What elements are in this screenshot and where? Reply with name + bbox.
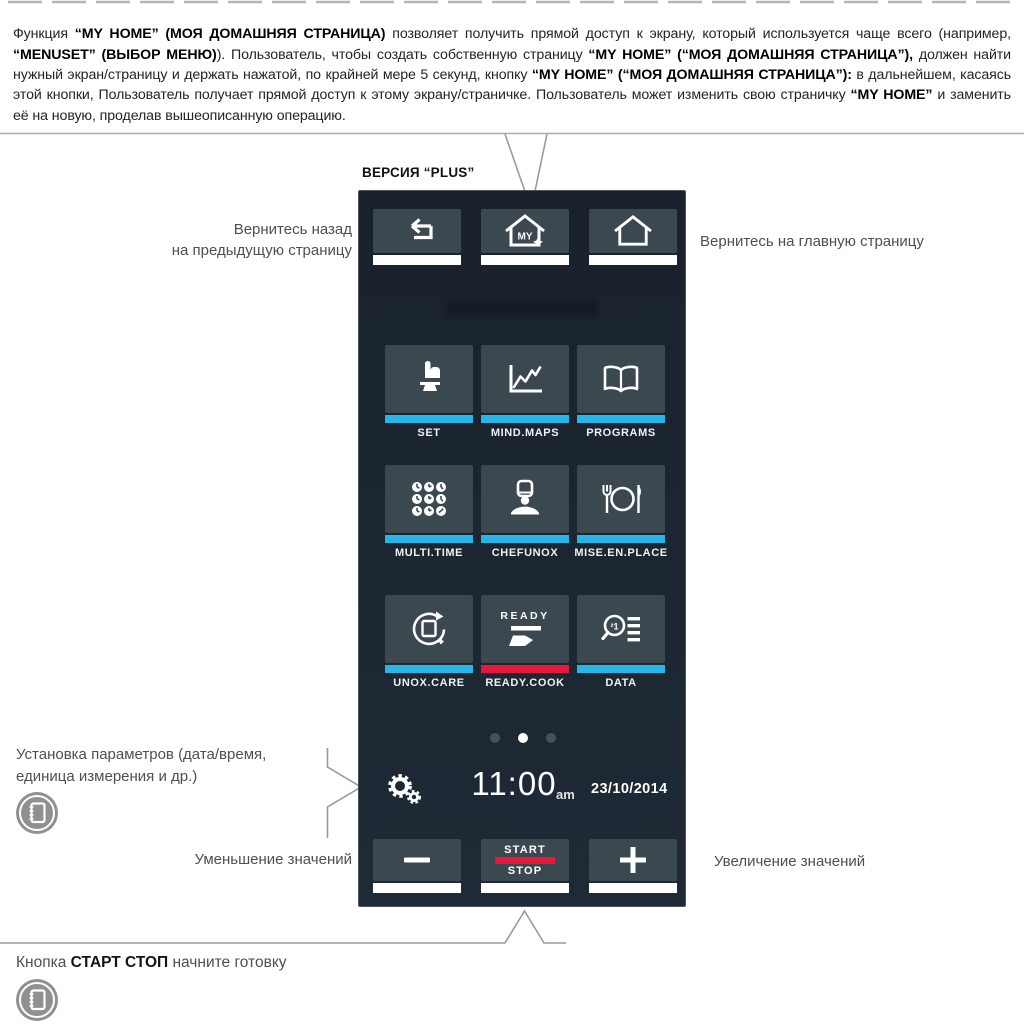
start-label: START: [504, 843, 546, 856]
callout-increase-label: Увеличение значений: [714, 853, 866, 870]
clock-meridiem: am: [556, 787, 575, 802]
start-stop-red-bar: [495, 857, 555, 864]
intro-paragraph: Функция “MY HOME” (МОЯ ДОМАШНЯЯ СТРАНИЦА) позволяет получить прямой доступ к экрану, который используется чаще всего (например, “MENUSET” (ВЫБОР МЕНЮ)). Пользователь, чтобы создать собственную страницу “MY HOME” (“МОЯ ДОМАШНЯЯ СТРАНИЦА”), должен найти нужный экран/страницу и держать нажатой, по крайней мере 5 секунд, кнопку “MY HOME” (“МОЯ ДОМАШНЯЯ СТРАНИЦА”): в дальнейшем, касаясь этой кнопки, Пользователь получает прямой доступ к этому экрану/страничке. Пользователь может изменить свою страничку “MY HOME” и заменить её на новую, проделав вышеописанную операцию.: [13, 26, 1012, 124]
my-home-icon: [502, 213, 548, 249]
tile-programs-label: PROGRAMS: [586, 427, 656, 439]
tile-chefunox-bar: [481, 535, 569, 543]
nav-myhome-underline: [481, 255, 569, 265]
pager-dot: [490, 733, 500, 743]
gears-icon: [387, 773, 423, 805]
tile-readycook-label: READY.COOK: [485, 677, 565, 689]
press-hand-icon: [412, 359, 446, 399]
callout-decrease-label: Уменьшение значений: [194, 851, 352, 868]
clock-date: 23/10/2014: [591, 781, 668, 797]
tile-multitime[interactable]: [385, 465, 473, 559]
home-icon: [611, 214, 655, 248]
nav-back-underline: [373, 255, 461, 265]
minus-icon: [402, 845, 432, 875]
manual-booklet-icon: [14, 790, 60, 836]
tile-chefunox[interactable]: [481, 465, 569, 559]
plus-button[interactable]: [589, 839, 677, 893]
settings-gear-button[interactable]: [387, 773, 423, 810]
faint-watermark: [447, 301, 597, 316]
tile-unoxcare-label: UNOX.CARE: [393, 677, 465, 689]
search-data-icon-digits: ²1: [610, 621, 619, 632]
tile-miseenplace[interactable]: [574, 465, 668, 559]
tile-readycook-bar: [481, 665, 569, 673]
ready-hand-icon: [505, 623, 545, 649]
tile-data-label: DATA: [605, 677, 637, 689]
callout-startstop-label: Кнопка СТАРТ СТОП начните готовку: [16, 954, 287, 971]
nav-home-button[interactable]: [589, 209, 677, 265]
start-stop-button[interactable]: [481, 839, 569, 893]
back-arrow-icon: [398, 218, 436, 244]
callout-settings-label: Установка параметров (дата/время, единица измерения и др.): [16, 746, 267, 785]
plus-icon: [618, 845, 648, 875]
nav-home-underline: [589, 255, 677, 265]
pager-dots: [359, 733, 687, 743]
tile-mindmaps[interactable]: [481, 345, 569, 439]
tile-readycook[interactable]: [481, 595, 569, 689]
minus-underline: [373, 883, 461, 893]
settings-leader-bracket: [328, 748, 362, 838]
tile-programs[interactable]: [577, 345, 665, 439]
nav-back-button[interactable]: [373, 209, 461, 265]
tile-set[interactable]: [385, 345, 473, 439]
start-stop-underline: [481, 883, 569, 893]
callout-back-label: Вернитесь назад на предыдущую страницу: [171, 221, 352, 259]
tile-miseenplace-bar: [577, 535, 665, 543]
clock-time: 11:00: [471, 765, 557, 802]
open-book-icon: [600, 363, 642, 395]
oven-touch-panel: [358, 190, 686, 907]
tile-data-bar: [577, 665, 665, 673]
tile-set-label: SET: [417, 427, 441, 439]
stop-label: STOP: [507, 864, 543, 877]
nav-myhome-button[interactable]: [481, 209, 569, 265]
pager-dot: [518, 733, 528, 743]
tile-data[interactable]: [577, 595, 665, 689]
multi-clock-icon: [411, 481, 447, 517]
tile-multitime-bar: [385, 535, 473, 543]
tile-chefunox-label: CHEFUNOX: [491, 547, 559, 559]
care-refresh-icon: [410, 610, 448, 648]
manual-booklet-icon: [14, 977, 60, 1023]
tile-mindmaps-label: MIND.MAPS: [490, 427, 560, 439]
search-data-icon: [600, 612, 642, 646]
pager-dot: [546, 733, 556, 743]
tile-set-bar: [385, 415, 473, 423]
tile-miseenplace-label: MISE.EN.PLACE: [574, 547, 668, 559]
line-chart-icon: [505, 362, 545, 396]
tile-unoxcare-bar: [385, 665, 473, 673]
myhome-icon-text: MY: [517, 231, 533, 243]
minus-button[interactable]: [373, 839, 461, 893]
ready-caption: READY: [500, 609, 550, 622]
tile-unoxcare[interactable]: [385, 595, 473, 689]
plus-underline: [589, 883, 677, 893]
tile-programs-bar: [577, 415, 665, 423]
startstop-leader-line: [0, 911, 566, 943]
plate-cutlery-icon: [599, 482, 643, 516]
version-label: ВЕРСИЯ “PLUS”: [362, 165, 475, 180]
tile-mindmaps-bar: [481, 415, 569, 423]
callout-home-label: Вернитесь на главную страницу: [700, 233, 924, 250]
tile-multitime-label: MULTI.TIME: [394, 547, 464, 559]
chef-icon: [508, 479, 542, 519]
